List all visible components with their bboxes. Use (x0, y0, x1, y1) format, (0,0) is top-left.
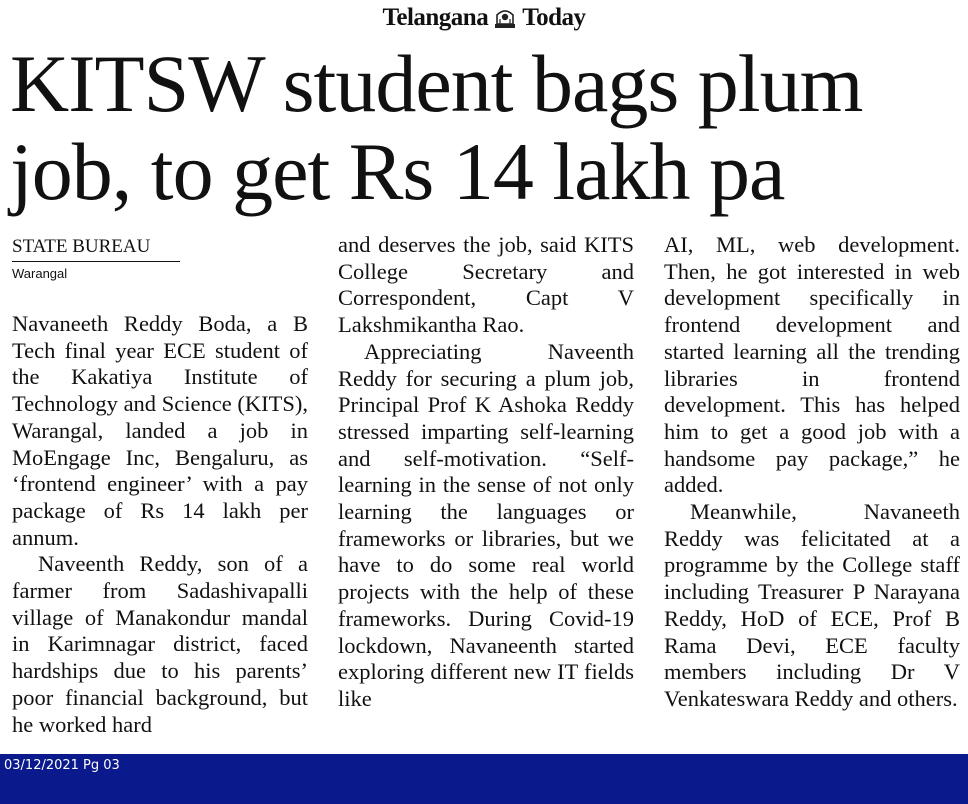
byline-dateline: Warangal (12, 266, 68, 281)
headline-line-1: KITSW student bags plum (10, 38, 863, 129)
paragraph: Meanwhile, Navaneeth Reddy was felicitated at a programme by the College staff including Treasurer P Narayana Reddy, HoD of ECE, Prof B Rama Devi, ECE faculty members including Dr V Venkateswara Reddy and others. (664, 499, 960, 711)
paragraph: AI, ML, web development. Then, he got interested in web development specifically in frontend development and started learning all the trending libraries in frontend development. This has helped him to get a good job with a handsome pay package,” he added. (664, 232, 960, 498)
masthead-title-part1: Telangana (382, 4, 489, 31)
byline (12, 236, 180, 281)
footer-bar (0, 754, 968, 804)
state-emblem-icon (492, 6, 518, 30)
paragraph: Appreciating Naveenth Reddy for securing a plum job, Principal Prof K Ashoka Reddy stressed imparting self-learning and self-motivation. “Self-learning in the sense of not only learning the languages or frameworks or libraries, but we have to do some real world projects with the help of these frameworks. During Covid-19 lockdown, Navaneenth started exploring different new IT fields like (338, 338, 634, 711)
article-column-2 (338, 232, 634, 713)
headline (10, 40, 960, 216)
article-column-3 (664, 232, 960, 713)
byline-bureau: STATE BUREAU (12, 236, 180, 262)
paragraph: Naveenth Reddy, son of a farmer from Sadashivapalli village of Manakondur mandal in Karimnagar district, faced hardships due to his parents’ poor financial background, but he worked hard (12, 551, 308, 737)
article-column-1 (12, 311, 308, 738)
masthead-title-part2: Today (522, 4, 586, 31)
footer-date-page: 03/12/2021 Pg 03 (4, 758, 120, 773)
masthead (0, 0, 968, 36)
headline-line-2: job, to get Rs 14 lakh pa (10, 126, 785, 217)
paragraph: Navaneeth Reddy Boda, a B Tech final year ECE student of the Kakatiya Institute of Technology and Science (KITS), Warangal, landed a job in MoEngage Inc, Bengaluru, as ‘frontend engineer’ with a pay package of Rs 14 lakh per annum. (12, 311, 308, 550)
paragraph: and deserves the job, said KITS College Secretary and Correspondent, Capt V Lakshmikantha Rao. (338, 232, 634, 338)
